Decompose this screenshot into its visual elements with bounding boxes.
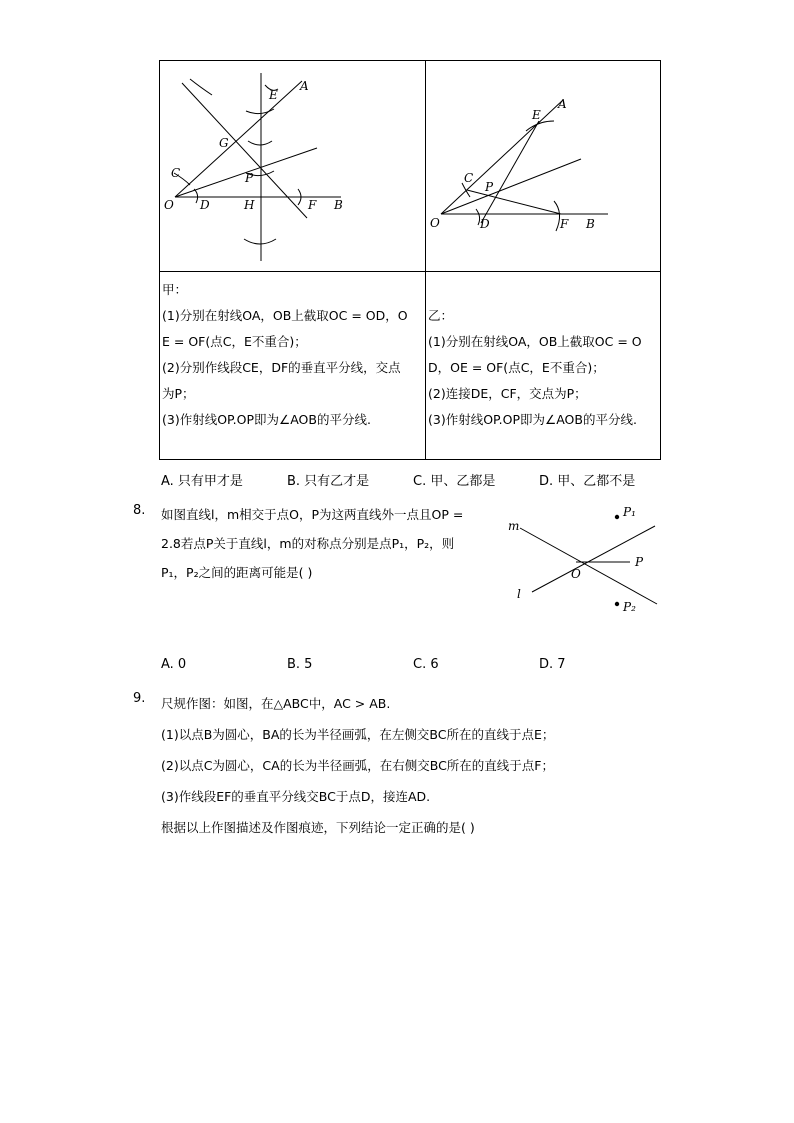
q8-label-P: P <box>635 555 644 569</box>
q7-option-a[interactable]: A. 只有甲才是 <box>161 474 243 489</box>
q9-line: 根据以上作图描述及作图痕迹，下列结论一定正确的是( ) <box>161 820 475 835</box>
q7-option-d[interactable]: D. 甲、乙都不是 <box>539 474 636 489</box>
jia-label-O: O <box>164 198 174 212</box>
yi-label-A: A <box>558 97 567 111</box>
q9-line: 尺规作图：如图，在△ABC中，AC > AB. <box>161 696 391 711</box>
yi-label-O: O <box>430 216 440 230</box>
q8-line: 如图直线l，m相交于点O，P为这两直线外一点且OP = <box>161 507 464 522</box>
jia-line: (2)分别作线段CE，DF的垂直平分线，交点 <box>162 360 401 375</box>
yi-line: D，OE = OF(点C，E不重合)； <box>428 360 605 375</box>
jia-label-E: E <box>269 88 278 102</box>
q8-label-O: O <box>571 567 581 581</box>
jia-label-A: A <box>300 79 309 93</box>
q8-label-P2: P₂ <box>623 600 636 614</box>
jia-description <box>162 277 424 433</box>
jia-label-H: H <box>244 198 255 212</box>
q7-table <box>159 60 661 460</box>
jia-line: E = OF(点C，E不重合)； <box>162 334 307 349</box>
q9-number: 9. <box>133 691 146 706</box>
jia-line: (1)分别在射线OA，OB上截取OC = OD，O <box>162 308 408 323</box>
q8-stem <box>161 500 463 587</box>
yi-label-D: D <box>480 217 490 231</box>
yi-line: (2)连接DE，CF，交点为P； <box>428 386 587 401</box>
jia-label-G: G <box>219 136 229 150</box>
q8-line: P₁，P₂之间的距离可能是( ) <box>161 565 313 580</box>
q8-label-m: m <box>508 519 520 533</box>
q8-number: 8. <box>133 503 146 518</box>
q8-option-d[interactable]: D. 7 <box>539 657 566 672</box>
q8-option-b[interactable]: B. 5 <box>287 657 313 672</box>
yi-line: 乙： <box>428 308 454 323</box>
q8-label-P1: P₁ <box>623 505 636 519</box>
jia-line: 甲： <box>162 282 188 297</box>
yi-label-P: P <box>485 180 494 194</box>
jia-label-C: C <box>171 166 181 180</box>
q8-label-l: l <box>517 587 521 601</box>
jia-label-D: D <box>200 198 210 212</box>
q7-option-b[interactable]: B. 只有乙才是 <box>287 474 370 489</box>
q8-option-a[interactable]: A. 0 <box>161 657 187 672</box>
table-horizontal-divider <box>160 271 660 272</box>
jia-label-B: B <box>334 198 343 212</box>
jia-line: (3)作射线OP.OP即为∠AOB的平分线. <box>162 412 371 427</box>
yi-line: (3)作射线OP.OP即为∠AOB的平分线. <box>428 412 637 427</box>
figure-yi <box>426 61 662 271</box>
yi-label-E: E <box>532 108 541 122</box>
jia-label-P: P <box>245 171 254 185</box>
q8-figure <box>505 500 665 620</box>
jia-line: 为P； <box>162 386 195 401</box>
yi-line: (1)分别在射线OA，OB上截取OC = O <box>428 334 642 349</box>
yi-label-B: B <box>586 217 595 231</box>
q7-option-c[interactable]: C. 甲、乙都是 <box>413 474 496 489</box>
q9-stem <box>161 688 554 843</box>
yi-description <box>428 303 660 433</box>
yi-label-C: C <box>464 171 474 185</box>
jia-label-F: F <box>308 198 317 212</box>
yi-label-F: F <box>560 217 569 231</box>
q9-line: (2)以点C为圆心，CA的长为半径画弧，在右侧交BC所在的直线于点F； <box>161 758 554 773</box>
q9-line: (1)以点B为圆心，BA的长为半径画弧，在左侧交BC所在的直线于点E； <box>161 727 555 742</box>
q8-option-c[interactable]: C. 6 <box>413 657 439 672</box>
figure-jia <box>160 61 425 271</box>
q9-line: (3)作线段EF的垂直平分线交BC于点D，接连AD. <box>161 789 431 804</box>
q8-line: 2.8若点P关于直线l，m的对称点分别是点P₁，P₂，则 <box>161 536 455 551</box>
